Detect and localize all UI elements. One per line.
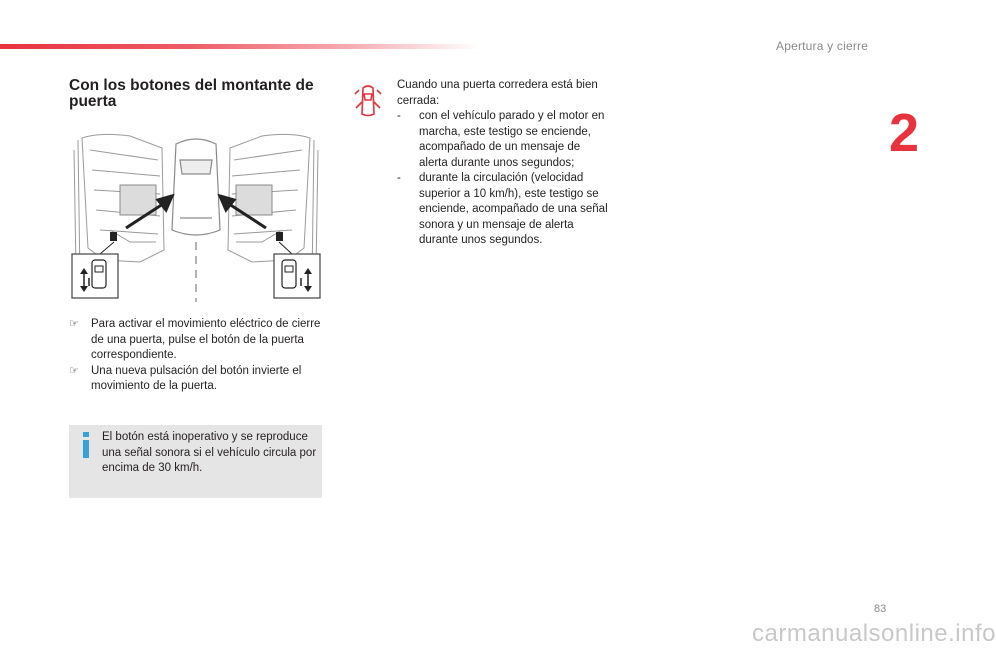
page-number: 83 (874, 603, 887, 615)
door-open-warning-icon (353, 82, 383, 120)
intro-text: Cuando una puerta corredera está bien cerrada: (397, 79, 598, 107)
pointing-hand-icon: ☞ (69, 364, 79, 377)
header-accent-bar (0, 44, 480, 49)
info-icon (79, 431, 93, 459)
dash-marker: - (397, 172, 401, 184)
list-item (69, 317, 327, 364)
warning-lamp-description (397, 78, 612, 249)
chapter-number: 2 (889, 103, 920, 163)
list-item (69, 364, 327, 395)
page-heading: Con los botones del montante de puerta (69, 77, 314, 110)
list-item-text: Una nueva pulsación del botón invierte el movimiento de la puerta. (91, 364, 302, 392)
list-item (397, 109, 612, 171)
section-title: Apertura y cierre (776, 39, 869, 53)
list-item-text: con el vehículo parado y el motor en marcha, este testigo se enciende, acompañado de un mensaje de alerta durante unos segundos; (419, 110, 605, 169)
info-box (69, 425, 322, 498)
info-text: El botón está inoperativo y se reproduce una señal sonora si el vehículo circula por encima de 30 km/h. (102, 431, 317, 474)
list-item (397, 171, 612, 249)
instruction-list (69, 317, 327, 395)
dash-marker: - (397, 110, 401, 122)
pointing-hand-icon: ☞ (69, 318, 79, 330)
door-buttons-illustration (70, 130, 322, 305)
list-item-text: Para activar el movimiento eléctrico de cierre de una puerta, pulse el botón de la puerta correspondiente. (91, 318, 321, 361)
list-item-text: durante la circulación (velocidad superior a 10 km/h), este testigo se enciende, acompañado de una señal sonora y un mensaje de alerta durante unos segundos. (419, 172, 608, 246)
watermark: carmanualsonline.info (752, 620, 996, 647)
